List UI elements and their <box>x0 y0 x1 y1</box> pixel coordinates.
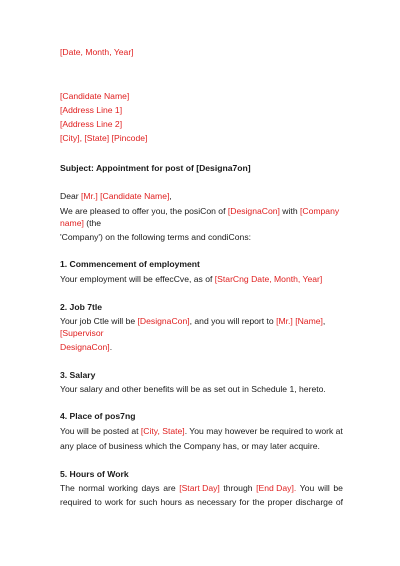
supervisor-placeholder: [Supervisor <box>60 328 104 338</box>
greeting-suffix: , <box>169 191 172 201</box>
designation-placeholder: [DesignaCon] <box>137 316 190 326</box>
section-5-heading: 5. Hours of Work <box>60 469 129 479</box>
greeting-name: [Candidate Name] <box>97 191 170 201</box>
intro-text: (the <box>83 218 102 228</box>
section-5-line-1 <box>60 483 343 494</box>
address-line-2: [Address Line 2] <box>60 119 123 129</box>
word: as <box>185 497 195 507</box>
word: for <box>239 497 250 507</box>
start-day-placeholder: [Start Day] <box>179 483 220 493</box>
word: The <box>60 483 75 493</box>
title-placeholder: [Mr.] <box>276 316 293 326</box>
section-4-body: . You may however be required to work at <box>184 426 343 436</box>
section-2-line-1 <box>60 316 325 327</box>
section-5-line-2 <box>60 497 343 508</box>
intro-text: with <box>279 206 300 216</box>
word: are <box>163 483 176 493</box>
section-4-line-1 <box>60 426 343 437</box>
city-state-placeholder: [City, State] <box>140 426 185 436</box>
word: will <box>317 483 330 493</box>
name-placeholder: [Name] <box>295 316 323 326</box>
word: required <box>60 497 92 507</box>
section-2-heading: 2. Job 7tle <box>60 302 103 312</box>
word: You <box>299 483 315 493</box>
company-placeholder-end: name] <box>60 218 84 228</box>
section-1-text <box>60 274 322 285</box>
word: through <box>223 483 253 493</box>
word: proper <box>267 497 293 507</box>
word: necessary <box>197 497 237 507</box>
section-3-heading: 3. Salary <box>60 370 96 380</box>
section-2-body: . <box>109 342 113 352</box>
section-2-body: , and you will report to <box>189 316 277 326</box>
subject-line: Subject: Appointment for post of [Designa7on] <box>60 163 251 173</box>
intro-line-2 <box>60 218 101 229</box>
word: working <box>108 483 138 493</box>
word: such <box>139 497 158 507</box>
date-placeholder: [Date, Month, Year] <box>60 47 134 57</box>
section-4-heading: 4. Place of pos7ng <box>60 411 136 421</box>
word: the <box>252 497 265 507</box>
supervisor-designation-placeholder: DesignaCon] <box>60 342 110 352</box>
word: to <box>94 497 102 507</box>
section-4-body: You will be posted at <box>60 426 141 436</box>
word: hours <box>160 497 182 507</box>
word: be <box>333 483 343 493</box>
section-1-heading: 1. Commencement of employment <box>60 259 200 269</box>
company-placeholder: [Company <box>299 206 340 216</box>
section-3-text: Your salary and other benefits will be as set out in Schedule 1, hereto. <box>60 384 326 394</box>
greeting-title: [Mr.] <box>81 191 98 201</box>
end-day-placeholder: [End Day]. <box>256 483 297 493</box>
intro-line-3: 'Company') on the following terms and condiCons: <box>60 232 252 242</box>
address-name: [Candidate Name] <box>60 91 130 101</box>
word: for <box>126 497 137 507</box>
word: normal <box>78 483 105 493</box>
start-date-placeholder: [StarCng Date, Month, Year] <box>214 274 323 284</box>
greeting-prefix: Dear <box>60 191 82 201</box>
section-2-body: , <box>322 316 326 326</box>
word: work <box>104 497 124 507</box>
section-4-line-2: any place of business which the Company has, or may later acquire. <box>60 441 320 451</box>
designation-placeholder: [DesignaCon] <box>227 206 280 216</box>
address-line-1: [Address Line 1] <box>60 105 123 115</box>
intro-text: We are pleased to offer you, the posiCon of <box>60 206 228 216</box>
section-1-body: Your employment will be effecCve, as of <box>60 274 215 284</box>
address-city-line: [City], [State] [Pincode] <box>60 133 148 143</box>
section-2-body: Your job Ctle will be <box>60 316 138 326</box>
section-2-line-3 <box>60 342 112 353</box>
intro-line-1 <box>60 206 339 217</box>
greeting <box>60 191 172 202</box>
word: discharge <box>295 497 333 507</box>
word: days <box>141 483 160 493</box>
word: of <box>335 497 343 507</box>
